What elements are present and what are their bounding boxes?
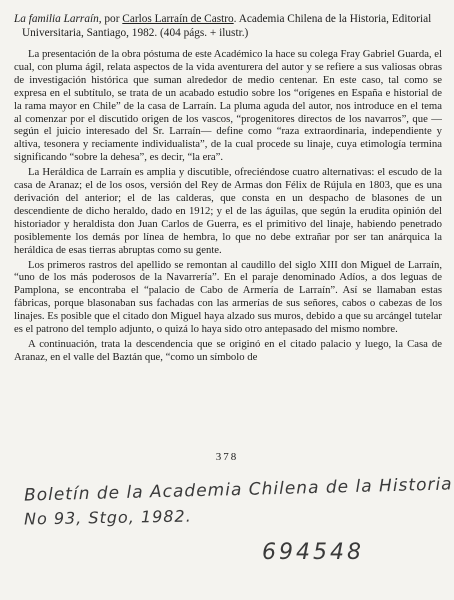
handwritten-note-line-1: Boletín de la Academia Chilena de la Historia (23, 474, 453, 506)
book-title: La familia Larraín, (14, 13, 102, 25)
handwritten-catalog-number: 694548 (262, 540, 364, 565)
paragraph-4: A continuación, trata la descendencia que se originó en el citado palacio y luego, la Casa de Aranaz, en el valle del Baztán que, “como un símbolo de (14, 337, 442, 363)
paragraph-3: Los primeros rastros del apellido se remontan al caudillo del siglo XIII don Miguel de Larraín, “uno de los más poderosos de la Navarrería”. En el paraje denominado Adíos, a dos leguas de Pamplona, se encontraba el “palacio de Cabo de Armería de Larraín”. Así se llamaban estas fábricas, porque blasonaban sus fachadas con las armerías de sus señores, cabos o cabezas de los linajes. Es posible que el citado don Miguel haya alzado sus muros, debido a que su arcángel tutelar es el patrono del templo adjunto, o quizá lo haya sido otro antepasado del mismo nombre. (14, 258, 442, 336)
paragraph-2: La Heráldica de Larraín es amplia y discutible, ofreciéndose cuatro alternativas: el escudo de la casa de Aranaz; el de los osos, versión del Rey de Armas don Félix de Rújula en 1803, que es una derivación del anterior; el de las calderas, que consta en un despacho de blasones de un descendiente de dicho heraldo, dado en 1912; y el de las águilas, que según la erudita opinión del historiador y heraldista don Juan Carlos de Guerra, es el primitivo del linaje, habiendo penetrado posiblemente los demás por línea de hembra, lo que no debe extrañar por ser tan anárquica la heráldica de esas tierras abruptas como su gente. (14, 166, 442, 256)
book-author: Carlos Larraín de Castro (122, 13, 234, 25)
handwritten-note-line-2: No 93, Stgo, 1982. (23, 506, 192, 529)
paragraph-1: La presentación de la obra póstuma de este Académico la hace su colega Fray Gabriel Guarda, el cual, con pluma ágil, relata aspectos de la vida aventurera del autor y se refiere a sus valiosas obras de investigación histórica que suman alrededor de medio centenar. En este caso, tal como se expresa en el subtítulo, se trata de un acabado estudio sobre los “orígenes en España e historial de la rama mayor en Chile” de la casa de Larraín. La pluma aguda del autor, nos introduce en el tema al comenzar por el discutido origen de los vascos, “progenitores directos de los navarros”, que —según el juicio interesado del Sr. Larraín— define como “raza extraordinaria, independiente y altiva, tesonera y reciamente individualista”, de la cual procede su linaje, cuya etimología termina significando “sobre la dehesa”, es decir, “la era”. (14, 48, 442, 164)
review-body (14, 48, 442, 366)
book-reference (14, 12, 450, 40)
page-number: 378 (215, 451, 239, 463)
reference-by: por (101, 13, 123, 25)
book-details: . Academia Chilena de la Historia, Editorial Universitaria, Santiago, 1982. (404 págs. + ilustr.) (22, 13, 432, 39)
